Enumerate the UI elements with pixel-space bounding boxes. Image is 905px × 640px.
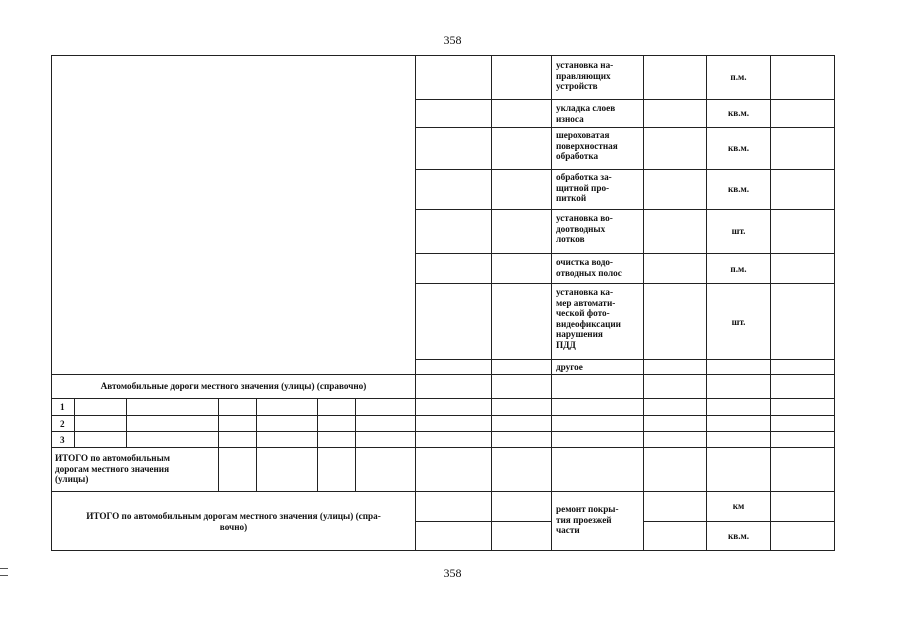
total-label: ИТОГО по автомобильным дорогам местного значения (улицы) (спра- вочно) (86, 511, 381, 532)
work-item-name: обработка за- щитной про- питкой (556, 172, 612, 204)
row-number: 1 (60, 402, 65, 412)
work-item-name: другое (556, 362, 583, 372)
work-item-unit: п.м. (730, 72, 747, 82)
work-item-unit: шт. (731, 317, 746, 327)
subtotal-label: ИТОГО по автомобильным дорогам местного значения (улицы) (55, 453, 171, 485)
work-item-unit: кв.м. (727, 184, 750, 194)
work-item-name: установка ка- мер автомати- ческой фото- видеофиксации нарушения ПДД (556, 287, 621, 350)
work-item-unit: шт. (731, 226, 746, 236)
work-item-name: очистка водо- отводных полос (556, 257, 622, 278)
total-unit-km: км (732, 501, 745, 511)
section-header: Автомобильные дороги местного значения (улицы) (справочно) (100, 381, 367, 391)
work-item-unit: п.м. (730, 264, 747, 274)
work-item-name: установка во- доотводных лотков (556, 213, 613, 245)
work-item-name: шероховатая поверхностная обработка (556, 130, 618, 162)
page-number-bottom: 358 (443, 566, 462, 580)
work-item-name: укладка слоев износа (556, 103, 616, 124)
work-item-unit: кв.м. (727, 108, 750, 118)
work-item-name: установка на- правляющих устройств (556, 60, 614, 92)
page-number-top: 358 (443, 33, 462, 47)
row-number: 2 (60, 419, 65, 429)
total-unit-sqm: кв.м. (727, 531, 750, 541)
work-item-unit: кв.м. (727, 143, 750, 153)
total-work-name: ремонт покры- тия проезжей части (556, 504, 619, 536)
row-number: 3 (60, 435, 65, 445)
